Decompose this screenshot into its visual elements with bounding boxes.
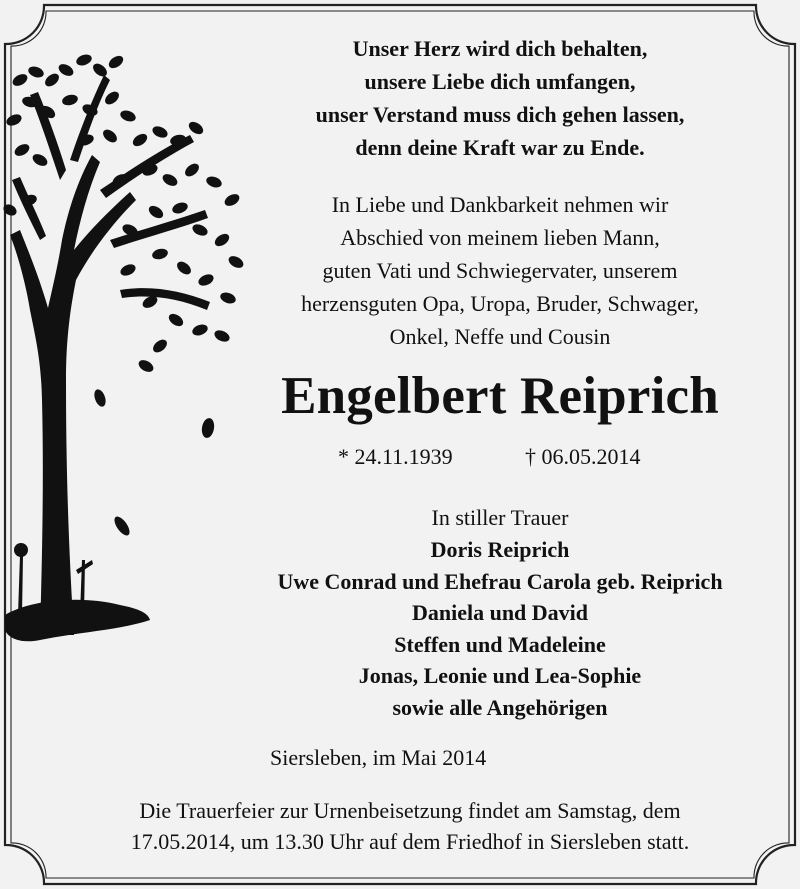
birth-date: * 24.11.1939: [338, 444, 453, 469]
poem-line: denn deine Kraft war zu Ende.: [355, 135, 645, 160]
memorial-poem: [250, 32, 750, 164]
mourning-intro: In stiller Trauer: [431, 505, 569, 530]
funeral-details: [40, 795, 780, 857]
poem-line: unsere Liebe dich umfangen,: [364, 69, 636, 94]
mourner-entry: Steffen und Madeleine: [394, 631, 606, 657]
mourner-entry: Jonas, Leonie und Lea-Sophie: [358, 663, 642, 688]
mourner-entry: Daniela und David: [411, 600, 589, 625]
death-date: † 06.05.2014: [525, 444, 641, 469]
poem-line: unser Verstand muss dich gehen lassen,: [315, 102, 685, 127]
funeral-line: 17.05.2014, um 13.30 Uhr auf dem Friedhof in Siersleben statt.: [130, 829, 690, 854]
intro-line: herzensguten Opa, Uropa, Bruder, Schwager,: [301, 291, 699, 316]
intro-line: guten Vati und Schwiegervater, unserem: [322, 258, 678, 283]
intro-line: In Liebe und Dankbarkeit nehmen wir: [331, 192, 669, 217]
intro-line: Onkel, Neffe und Cousin: [389, 324, 611, 349]
mourner-entry: Uwe Conrad und Ehefrau Carola geb. Reiprich: [277, 568, 723, 594]
mourner-entry: sowie alle Angehörigen: [392, 694, 608, 720]
deceased-name: Engelbert Reiprich: [281, 367, 719, 425]
poem-line: Unser Herz wird dich behalten,: [352, 36, 648, 61]
funeral-line: Die Trauerfeier zur Urnenbeisetzung findet am Samstag, dem: [139, 798, 681, 823]
intro-line: Abschied von meinem lieben Mann,: [340, 225, 660, 250]
mourner-entry: Doris Reiprich: [430, 537, 570, 562]
mourners-list: [200, 534, 800, 723]
farewell-intro: [250, 188, 750, 353]
place-and-date: Siersleben, im Mai 2014: [270, 745, 487, 770]
